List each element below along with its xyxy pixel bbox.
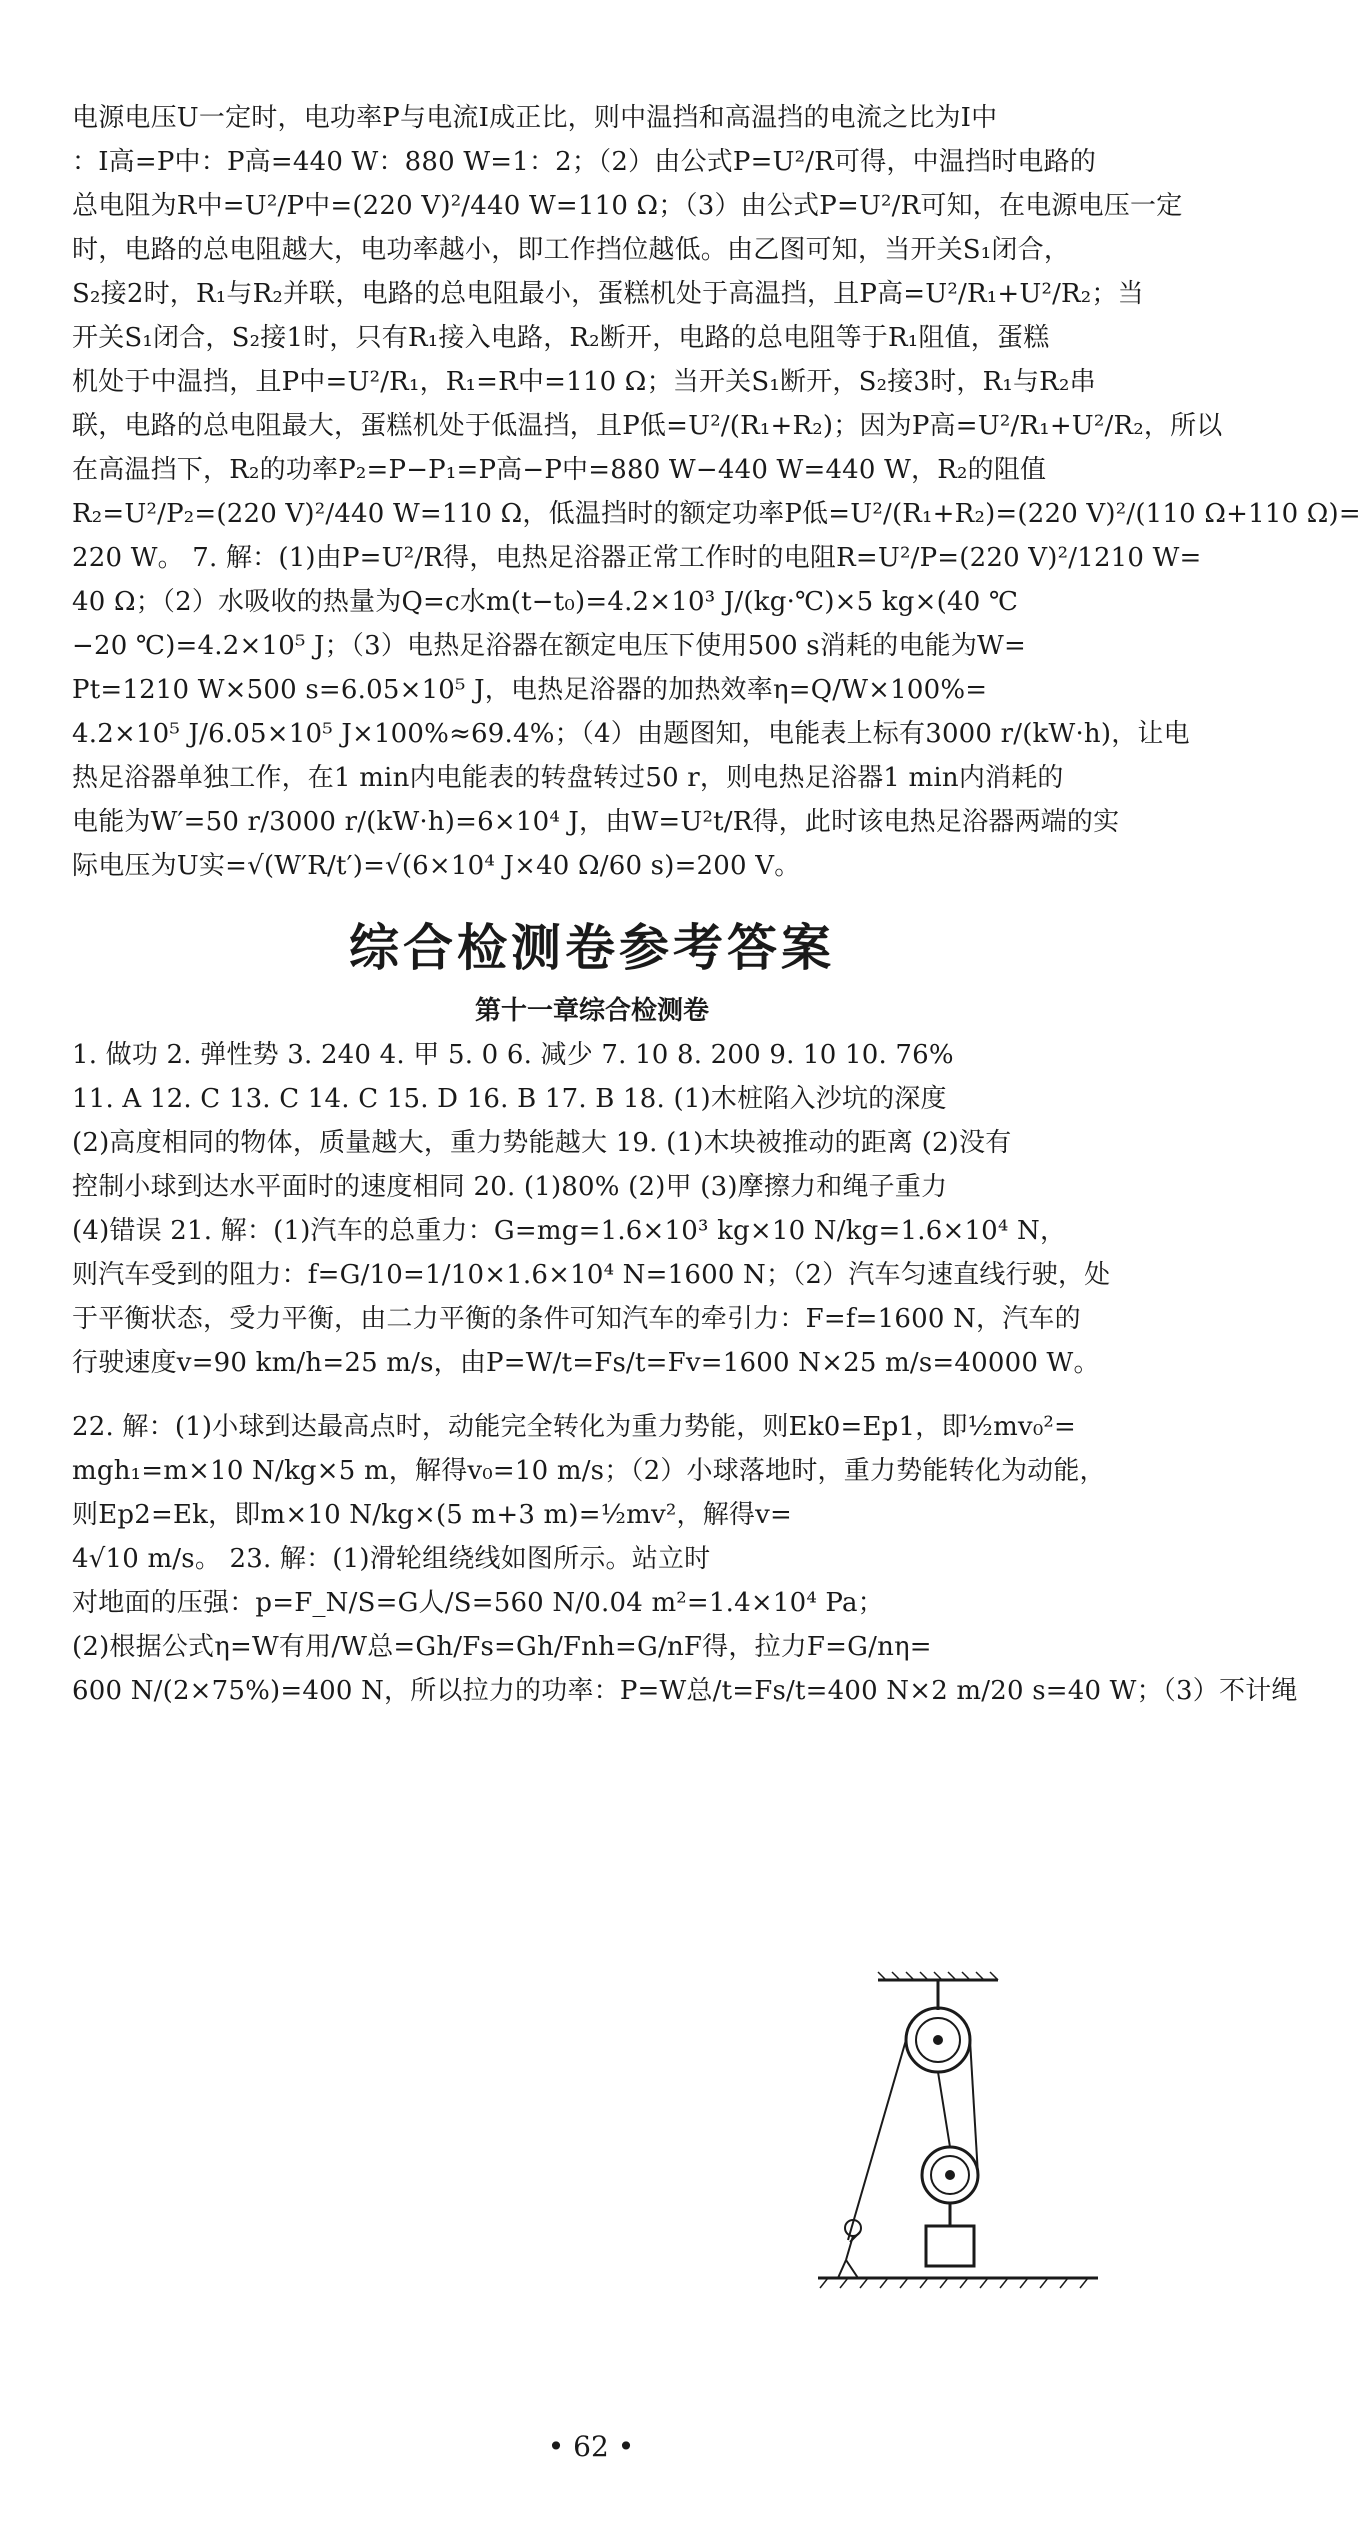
text-line: 机处于中温挡，且P中=U²/R₁，R₁=R中=110 Ω；当开关S₁断开，S₂接3时，R₁与R₂串 [72,367,1096,397]
text-line: Pt=1210 W×500 s=6.05×10⁵ J，电热足浴器的加热效率η=Q/W×100%= [72,675,988,705]
pulley-figure [808,1970,1108,2290]
text-line: 际电压为U实=√(W′R/t′)=√(6×10⁴ J×40 Ω/60 s)=200 V。 [72,851,801,881]
text-line: 1. 做功 2. 弹性势 3. 240 4. 甲 5. 0 6. 减少 7. 10 8. 200 9. 10 10. 76% [72,1040,954,1070]
text-line: 联，电路的总电阻最大，蛋糕机处于低温挡，且P低=U²/(R₁+R₂)；因为P高=U²/R₁+U²/R₂，所以 [72,411,1223,441]
text-line: 热足浴器单独工作，在1 min内电能表的转盘转过50 r，则电热足浴器1 min内消耗的 [72,763,1064,793]
chapter-title: 第十一章综合检测卷 [474,996,709,1026]
text-line: ：I高=P中：P高=440 W：880 W=1：2；（2）由公式P=U²/R可得，中温挡时电路的 [72,147,1097,177]
section-title: 综合检测卷参考答案 [349,919,835,977]
page-content [72,96,1361,1713]
text-line: (4)错误 21. 解：(1)汽车的总重力：G=mg=1.6×10³ kg×10 N/kg=1.6×10⁴ N， [72,1216,1067,1246]
page-number: • 62 • [547,2430,635,2463]
text-line: 开关S₁闭合，S₂接1时，只有R₁接入电路，R₂断开，电路的总电阻等于R₁阻值，蛋糕 [72,323,1050,353]
text-line: 则汽车受到的阻力：f=G/10=1/10×1.6×10⁴ N=1600 N；（2）汽车匀速直线行驶，处 [72,1260,1111,1290]
text-line: −20 ℃)=4.2×10⁵ J；（3）电热足浴器在额定电压下使用500 s消耗的电能为W= [72,631,1026,661]
text-line: 则Ep2=Ek，即m×10 N/kg×(5 m+3 m)=½mv²，解得v= [72,1500,792,1530]
text-line: 4√10 m/s。 23. 解：(1)滑轮组绕线如图所示。站立时 [72,1544,711,1574]
text-line: 4.2×10⁵ J/6.05×10⁵ J×100%≈69.4%；（4）由题图知，电能表上标有3000 r/(kW·h)，让电 [72,719,1190,749]
text-line: (2)根据公式η=W有用/W总=Gh/Fs=Gh/Fnh=G/nF得，拉力F=G/nη= [72,1632,932,1662]
text-line: mgh₁=m×10 N/kg×5 m，解得v₀=10 m/s；（2）小球落地时，重力势能转化为动能， [72,1456,1106,1486]
text-line: 对地面的压强：p=F_N/S=G人/S=560 N/0.04 m²=1.4×10⁴ Pa； [72,1588,884,1618]
text-line: 电源电压U一定时，电功率P与电流I成正比，则中温挡和高温挡的电流之比为I中 [72,103,998,133]
text-line: 22. 解：(1)小球到达最高点时，动能完全转化为重力势能，则Ek0=Ep1，即½mv₀²= [72,1412,1077,1442]
text-line: 总电阻为R中=U²/P中=(220 V)²/440 W=110 Ω；（3）由公式P=U²/R可知，在电源电压一定 [72,191,1183,221]
answer-23 [72,1537,932,1669]
text-line: 控制小球到达水平面时的速度相同 20. (1)80% (2)甲 (3)摩擦力和绳子重力 [72,1172,948,1202]
answer-block-continued [72,96,1361,888]
text-line: 40 Ω；（2）水吸收的热量为Q=c水m(t−t₀)=4.2×10³ J/(kg·℃)×5 kg×(40 ℃ [72,587,1019,617]
answer-23-continued [72,1669,1298,1713]
text-line: S₂接2时，R₁与R₂并联，电路的总电阻最小，蛋糕机处于高温挡，且P高=U²/R₁+U²/R₂；当 [72,279,1144,309]
answer-22 [72,1405,1112,1537]
text-line: 电能为W′=50 r/3000 r/(kW·h)=6×10⁴ J，由W=U²t/R得，此时该电热足浴器两端的实 [72,807,1120,837]
text-line: 时，电路的总电阻越大，电功率越小，即工作挡位越低。由乙图可知，当开关S₁闭合， [72,235,1071,265]
text-line: 在高温挡下，R₂的功率P₂=P−P₁=P高−P中=880 W−440 W=440 W，R₂的阻值 [72,455,1047,485]
text-line: (2)高度相同的物体，质量越大，重力势能越大 19. (1)木块被推动的距离 (2)没有 [72,1128,1012,1158]
text-line: R₂=U²/P₂=(220 V)²/440 W=110 Ω，低温挡时的额定功率P低=U²/(R₁+R₂)=(220 V)²/(110 Ω+110 Ω)= [72,499,1361,529]
chapter-answers [72,1033,1112,1385]
text-line: 于平衡状态，受力平衡，由二力平衡的条件可知汽车的牵引力：F=f=1600 N，汽车的 [72,1304,1081,1334]
text-line: 行驶速度v=90 km/h=25 m/s，由P=W/t=Fs/t=Fv=1600 N×25 m/s=40000 W。 [72,1348,1100,1378]
text-line: 220 W。 7. 解：(1)由P=U²/R得，电热足浴器正常工作时的电阻R=U²/P=(220 V)²/1210 W= [72,543,1202,573]
text-line: 11. A 12. C 13. C 14. C 15. D 16. B 17. B 18. (1)木桩陷入沙坑的深度 [72,1084,947,1114]
text-line: 600 N/(2×75%)=400 N，所以拉力的功率：P=W总/t=Fs/t=400 N×2 m/20 s=40 W；（3）不计绳 [72,1676,1298,1706]
